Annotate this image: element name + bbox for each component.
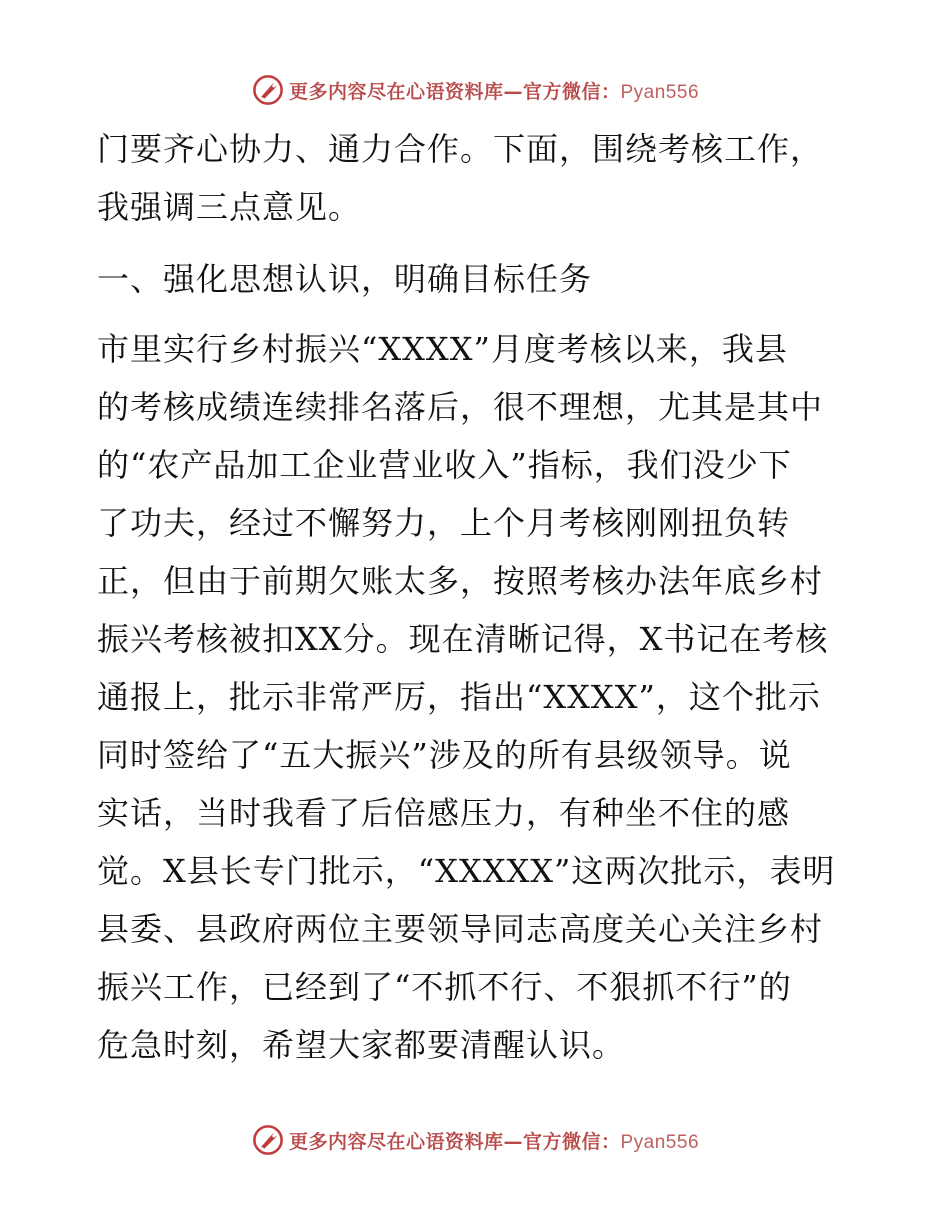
watermark-text — [289, 1127, 699, 1154]
text-line: 振兴考核被扣XX分。现在清晰记得，X书记在考核 — [97, 620, 829, 658]
watermark-wechat-id: Pyan556 — [620, 1131, 700, 1153]
text-line: 正，但由于前期欠账太多，按照考核办法年底乡村 — [97, 562, 824, 600]
text-line: 同时签给了“五大振兴”涉及的所有县级领导。说 — [97, 736, 792, 774]
text-line: 我强调三点意见。 — [97, 188, 362, 226]
pen-nib-circle-icon — [251, 1123, 285, 1157]
text-line: 门要齐心协力、通力合作。下面，围绕考核工作， — [97, 130, 824, 168]
text-line: 实话，当时我看了后倍感压力，有种坐不住的感 — [97, 794, 791, 832]
text-line: 振兴工作，已经到了“不抓不行、不狠抓不行”的 — [97, 968, 792, 1006]
text-line: 的考核成绩连续排名落后，很不理想，尤其是其中 — [97, 388, 824, 426]
text-line: 县委、县政府两位主要领导同志高度关心关注乡村 — [97, 910, 824, 948]
text-line: 觉。X县长专门批示，“XXXXX”这两次批示，表明 — [97, 852, 836, 890]
text-line: 了功夫，经过不懈努力，上个月考核刚刚扭负转 — [97, 504, 791, 542]
watermark-wechat-id: Pyan556 — [620, 81, 700, 103]
pen-nib-circle-icon — [251, 73, 285, 107]
watermark-text-cn: 更多内容尽在心语资料库—官方微信： — [288, 1130, 621, 1153]
text-line: 的“农产品加工企业营业收入”指标，我们没少下 — [97, 446, 792, 484]
document-body — [97, 120, 857, 1074]
watermark-footer — [0, 1120, 950, 1160]
watermark-text — [289, 77, 699, 104]
text-line: 危急时刻，希望大家都要清醒认识。 — [97, 1026, 626, 1064]
watermark-header — [0, 70, 950, 110]
watermark-text-cn: 更多内容尽在心语资料库—官方微信： — [288, 80, 621, 103]
text-line: 市里实行乡村振兴“XXXX”月度考核以来，我县 — [97, 330, 788, 368]
section-heading: 一、强化思想认识，明确目标任务 — [97, 260, 593, 298]
text-line: 通报上，批示非常严厉，指出“XXXX”，这个批示 — [97, 678, 821, 716]
